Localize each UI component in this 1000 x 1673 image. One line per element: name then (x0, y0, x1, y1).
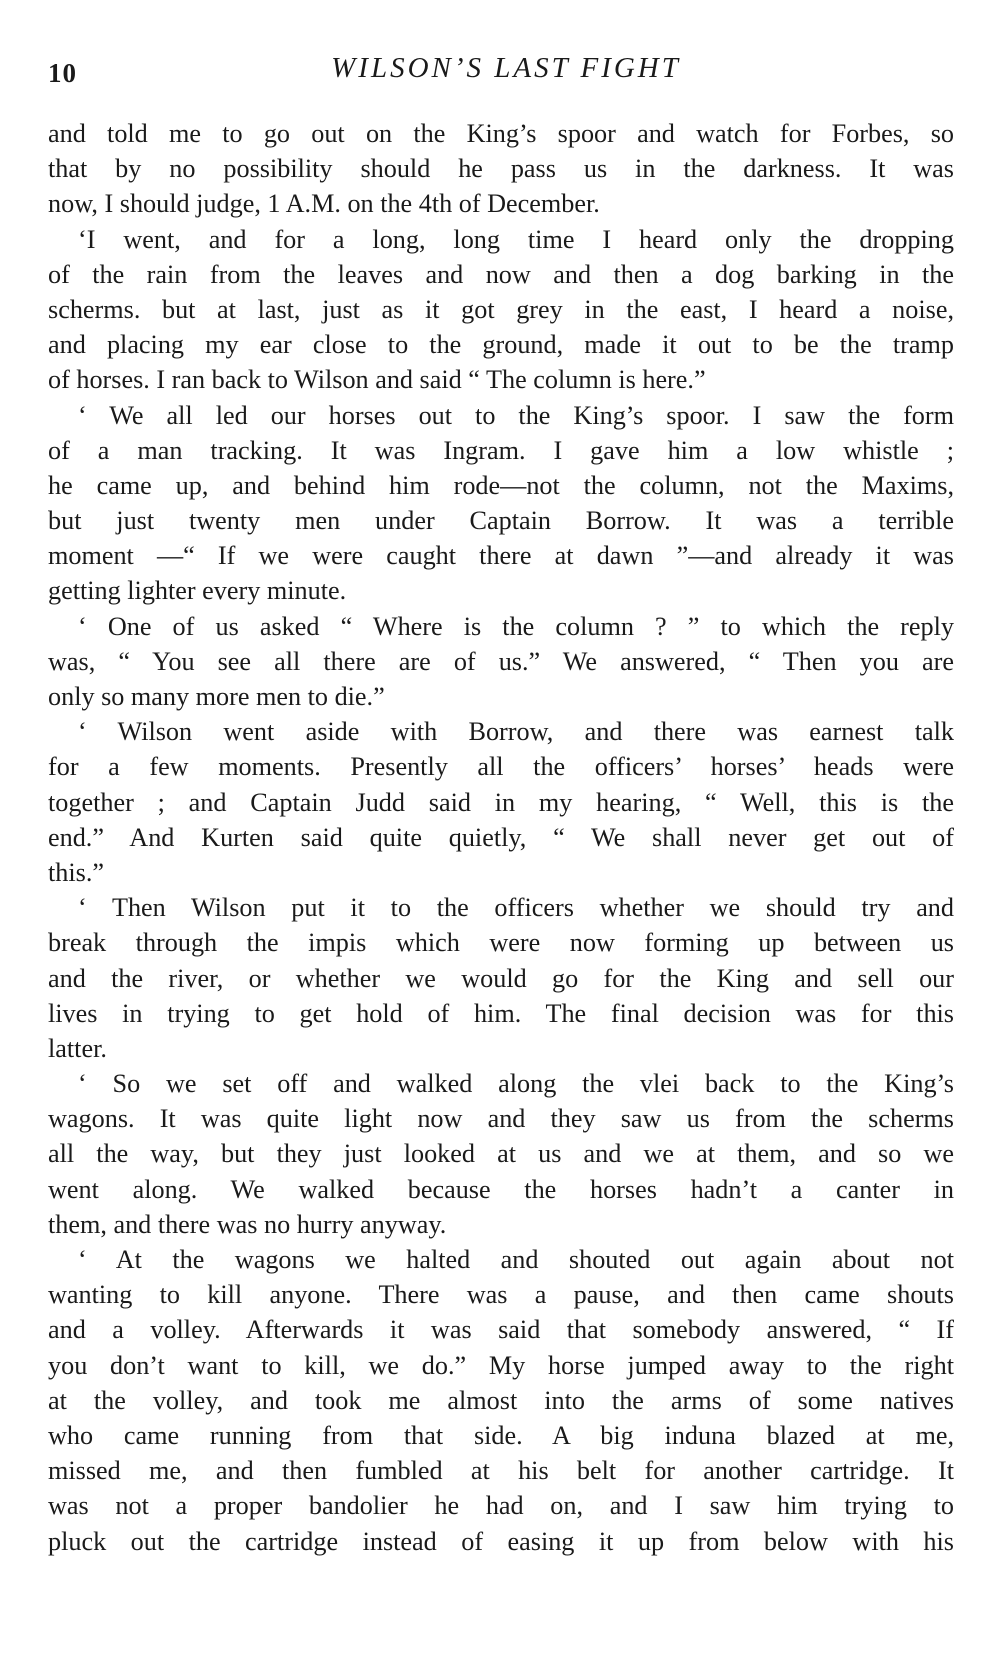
text-line: of horses. I ran back to Wilson and said “ The column is here.” (48, 365, 706, 395)
text-line: ‘ One of us asked “ Where is the column ? ” to which the reply (78, 611, 954, 641)
text-line: he came up, and behind him rode—not the column, not the Maxims, (48, 470, 954, 500)
text-line: ‘ Then Wilson put it to the officers whether we should try and (78, 893, 954, 923)
text-line: wanting to kill anyone. There was a pause, and then came shouts (48, 1280, 954, 1310)
text-line: and a volley. Afterwards it was said that somebody answered, “ If (48, 1315, 954, 1345)
text-line: ‘ We all led our horses out to the King’s spoor. I saw the form (78, 400, 954, 430)
text-line: you don’t want to kill, we do.” My horse jumped away to the right (48, 1350, 954, 1380)
text-line: of a man tracking. It was Ingram. I gave him a low whistle ; (48, 435, 954, 465)
text-line: end.” And Kurten said quite quietly, “ We shall never get out of (48, 822, 954, 852)
text-line: and told me to go out on the King’s spoor and watch for Forbes, so (48, 119, 954, 148)
text-line: lives in trying to get hold of him. The final decision was for this (48, 998, 954, 1028)
text-line: ‘ At the wagons we halted and shouted out again about not (78, 1245, 954, 1274)
text-line: missed me, and then fumbled at his belt for another cartridge. It (48, 1456, 954, 1486)
text-line: for a few moments. Presently all the officers’ horses’ heads were (48, 752, 954, 782)
text-line: break through the impis which were now forming up between us (48, 928, 954, 958)
page-number: 10 (48, 58, 77, 88)
text-line: but just twenty men under Captain Borrow. It was a terrible (48, 506, 954, 536)
body-text (48, 116, 954, 1559)
text-line: pluck out the cartridge instead of easing it up from below with his (48, 1526, 954, 1556)
text-line: ‘ So we set off and walked along the vlei back to the King’s (78, 1069, 954, 1099)
book-page (48, 0, 954, 1673)
text-line: went along. We walked because the horses hadn’t a canter in (48, 1174, 954, 1204)
running-head: WILSON’S LAST FIGHT (331, 52, 681, 84)
text-line: that by no possibility should he pass us in the darkness. It was (48, 154, 954, 184)
text-line: ‘ Wilson went aside with Borrow, and there was earnest talk (78, 717, 954, 747)
text-line: together ; and Captain Judd said in my hearing, “ Well, this is the (48, 787, 954, 817)
text-line: who came running from that side. A big induna blazed at me, (48, 1420, 954, 1450)
text-line: was not a proper bandolier he had on, and I saw him trying to (48, 1491, 954, 1521)
text-line: latter. (48, 1033, 107, 1063)
text-line: of the rain from the leaves and now and then a dog barking in the (48, 259, 954, 289)
text-line: and the river, or whether we would go for the King and sell our (48, 963, 954, 993)
text-line: getting lighter every minute. (48, 576, 347, 606)
text-line: all the way, but they just looked at us and we at them, and so we (48, 1139, 954, 1169)
text-line: this.” (48, 857, 105, 887)
text-line: ‘I went, and for a long, long time I heard only the dropping (78, 224, 954, 254)
text-line: now, I should judge, 1 A.M. on the 4th of December. (48, 189, 600, 219)
text-line: and placing my ear close to the ground, made it out to be the tramp (48, 330, 954, 360)
text-line: moment —“ If we were caught there at dawn ”—and already it was (48, 541, 954, 571)
text-line: wagons. It was quite light now and they saw us from the scherms (48, 1104, 954, 1134)
text-line: them, and there was no hurry anyway. (48, 1209, 447, 1239)
page-header (48, 52, 954, 92)
text-line: was, “ You see all there are of us.” We answered, “ Then you are (48, 646, 954, 676)
text-line: at the volley, and took me almost into the arms of some natives (48, 1385, 954, 1415)
text-line: scherms. but at last, just as it got grey in the east, I heard a noise, (48, 294, 954, 324)
text-line: only so many more men to die.” (48, 682, 385, 711)
